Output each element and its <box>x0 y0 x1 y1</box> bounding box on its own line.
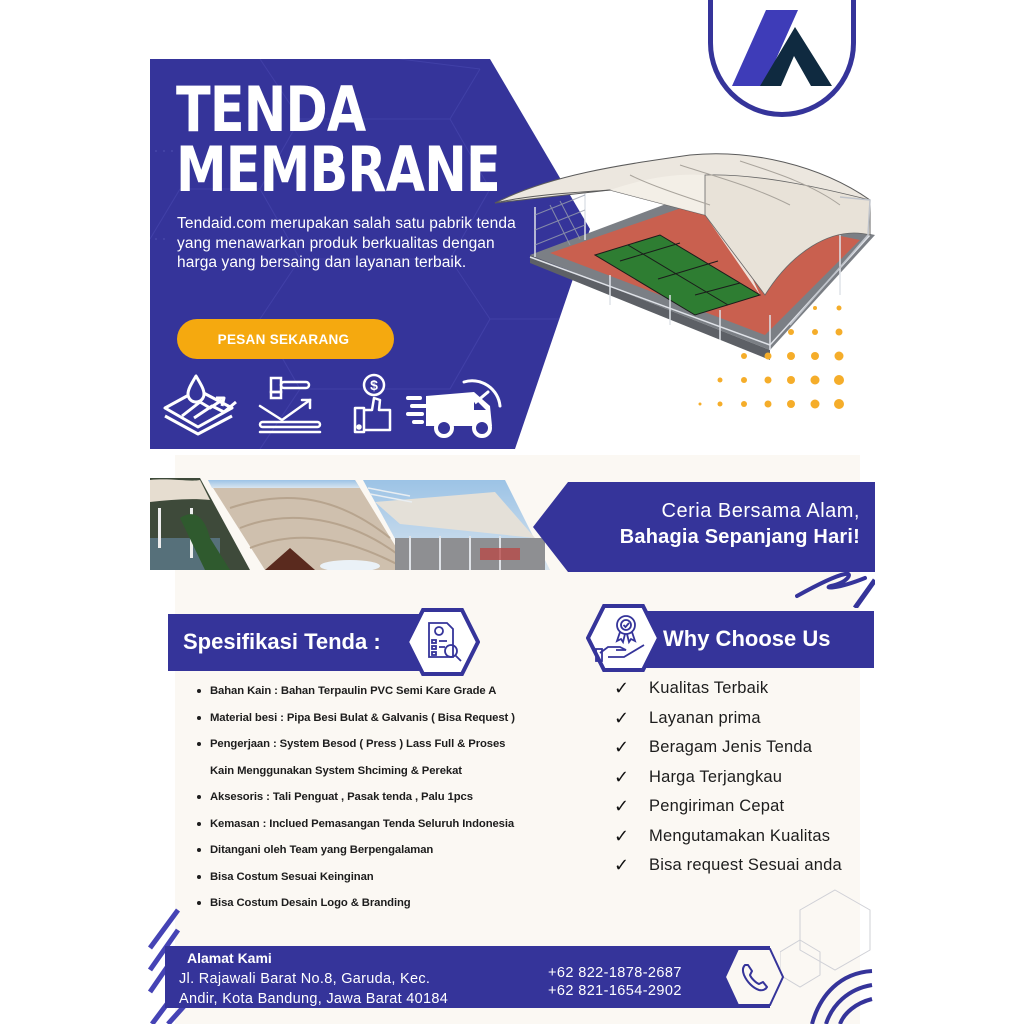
hero-description: Tendaid.com merupakan salah satu pabrik tenda yang menawarkan produk berkualitas dengan harga yang bersaing dan layanan terbaik. <box>177 215 516 271</box>
spec-item: Bisa Costum Desain Logo & Branding <box>195 890 555 917</box>
award-hand-icon <box>586 603 661 673</box>
spec-item: Ditangani oleh Team yang Berpengalaman <box>195 837 555 864</box>
check-icon: ✓ <box>614 707 630 729</box>
spec-item: Bahan Kain : Bahan Terpaulin PVC Semi Kare Grade A <box>195 678 555 705</box>
hero-title <box>176 73 500 206</box>
check-icon: ✓ <box>614 766 630 788</box>
why-list <box>614 674 874 881</box>
spec-item: Aksesoris : Tali Penguat , Pasak tenda , Palu 1pcs <box>195 784 555 811</box>
order-now-button[interactable]: PESAN SEKARANG <box>177 319 394 359</box>
hero-title-line2: MEMBRANE <box>176 133 500 206</box>
document-search-icon <box>405 607 480 677</box>
why-item: ✓ Pengiriman Cepat <box>614 796 785 818</box>
hero-title-line1: TENDA <box>176 73 366 146</box>
address-title: Alamat Kami <box>187 950 272 966</box>
check-icon: ✓ <box>614 737 630 759</box>
spec-item: Material besi : Pipa Besi Bulat & Galvanis ( Bisa Request ) <box>195 705 555 732</box>
tent-a-logo-icon <box>732 10 832 86</box>
check-icon: ✓ <box>614 825 630 847</box>
why-item: ✓ Layanan prima <box>614 707 761 729</box>
why-item: ✓ Harga Terjangkau <box>614 766 783 788</box>
phone-numbers <box>548 964 682 1000</box>
address-line2: Andir, Kota Bandung, Jawa Barat 40184 <box>179 991 449 1007</box>
decorative-dots <box>690 230 880 410</box>
fast-delivery-truck-icon <box>404 368 504 438</box>
address-line1: Jl. Rajawali Barat No.8, Garuda, Kec. <box>179 971 431 987</box>
price-thumbs-up-icon <box>350 372 396 436</box>
why-item: ✓ Kualitas Terbaik <box>614 678 769 700</box>
phone-1[interactable]: +62 822-1878-2687 <box>548 965 682 981</box>
why-item: ✓ Bisa request Sesuai anda <box>614 855 842 877</box>
slogan-line2: Bahagia Sepanjang Hari! <box>619 526 860 548</box>
hammer-durability-icon <box>256 374 326 436</box>
spec-item: Bisa Costum Sesuai Keinginan <box>195 864 555 891</box>
gallery-strip <box>150 478 550 570</box>
spec-item: Kemasan : Inclued Pemasangan Tenda Seluruh Indonesia <box>195 811 555 838</box>
address <box>179 969 448 1009</box>
why-title: Why Choose Us <box>663 626 831 651</box>
why-item: ✓ Beragam Jenis Tenda <box>614 737 813 759</box>
waterproof-layers-icon <box>160 372 240 438</box>
spec-item-continued: Kain Menggunakan System Shciming & Perekat <box>210 764 462 777</box>
decorative-swoosh <box>795 568 875 608</box>
phone-icon[interactable] <box>723 947 785 1007</box>
spec-item: Pengerjaan : System Besod ( Press ) Lass Full & Proses <box>195 731 555 758</box>
specs-title: Spesifikasi Tenda : <box>183 629 381 654</box>
slogan-line1: Ceria Bersama Alam, <box>661 500 860 522</box>
slogan-text <box>570 498 860 550</box>
check-icon: ✓ <box>614 796 630 818</box>
specs-list <box>195 678 555 917</box>
decorative-hex-arcs-right <box>780 885 875 1024</box>
check-icon: ✓ <box>614 855 630 877</box>
svg-text:$: $ <box>370 377 378 393</box>
check-icon: ✓ <box>614 678 630 700</box>
phone-2[interactable]: +62 821-1654-2902 <box>548 983 682 999</box>
why-item: ✓ Mengutamakan Kualitas <box>614 825 831 847</box>
